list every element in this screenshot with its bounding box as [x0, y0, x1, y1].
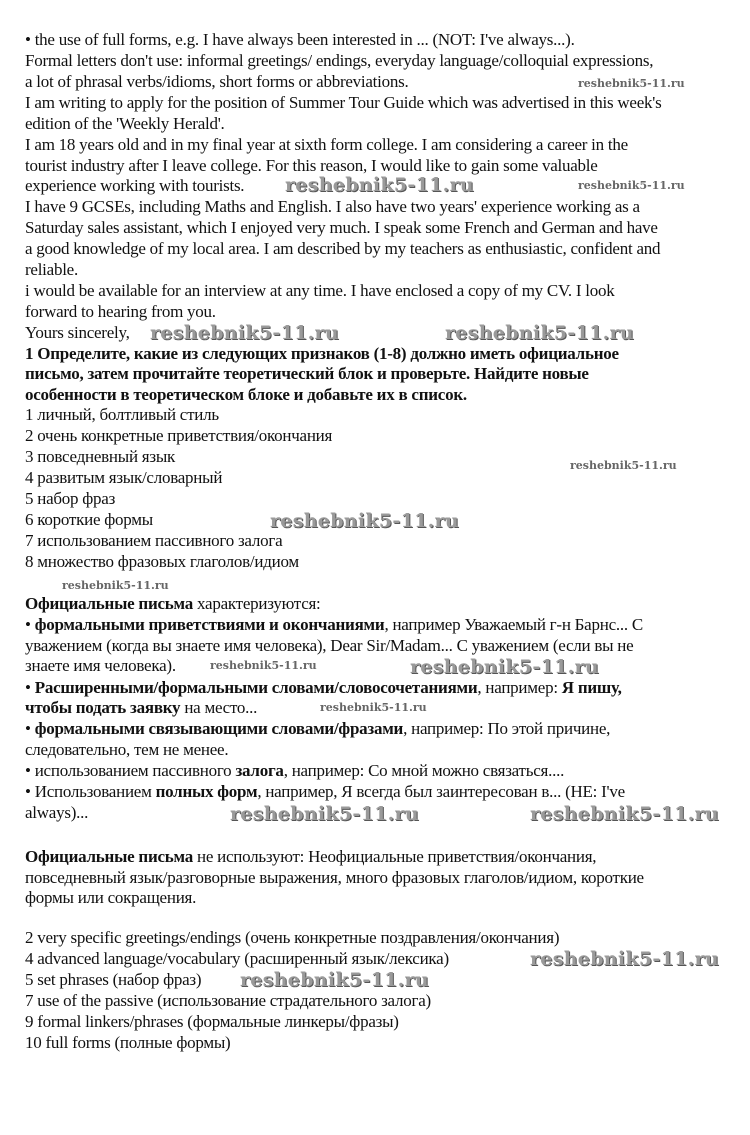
- watermark: reshebnik5-11.ru: [530, 803, 719, 825]
- text-line: [25, 30, 575, 50]
- text-line: [25, 552, 299, 572]
- text: , например: По этой причине,: [403, 719, 611, 738]
- text: Saturday sales assistant, which I enjoyed very much. I speak some French and German and have: [25, 218, 658, 237]
- text-line: [25, 698, 257, 718]
- text-line: [25, 970, 201, 990]
- text-line: [25, 636, 633, 656]
- text-line: [25, 323, 130, 343]
- text: 7 использованием пассивного залога: [25, 531, 283, 550]
- text: характеризуются:: [193, 594, 321, 613]
- bold-text: полных форм: [155, 782, 258, 801]
- bold-text: 1 Определите, какие из следующих признаков (1-8) должно иметь официальное: [25, 344, 619, 363]
- watermark: reshebnik5-11.ru: [285, 174, 474, 196]
- text: I am writing to apply for the position of Summer Tour Guide which was advertised in this week's: [25, 93, 662, 112]
- text: • использованием пассивного: [25, 761, 236, 780]
- text: формы или сокращения.: [25, 888, 197, 907]
- text: forward to hearing from you.: [25, 302, 216, 321]
- text-line: [25, 531, 282, 551]
- text: 9 formal linkers/phrases (формальные линкеры/фразы): [25, 1012, 399, 1031]
- text: reliable.: [25, 260, 78, 279]
- bold-text: особенности в теоретическом блоке и добавьте их в список.: [25, 385, 467, 404]
- text: , например: Со мной можно связаться....: [283, 761, 565, 780]
- bold-text: формальными связывающими словами/фразами: [34, 719, 404, 738]
- watermark: reshebnik5-11.ru: [320, 701, 427, 714]
- text-line: [25, 928, 559, 948]
- text: •: [25, 719, 35, 738]
- text-line: [25, 93, 661, 113]
- text-line: [25, 761, 564, 781]
- bold-text: письмо, затем прочитайте теоретический блок и проверьте. Найдите новые: [25, 364, 589, 383]
- text-line: [25, 302, 216, 322]
- text-line: [25, 991, 431, 1011]
- watermark: reshebnik5-11.ru: [230, 803, 419, 825]
- text-line: [25, 719, 610, 739]
- watermark: reshebnik5-11.ru: [62, 579, 169, 592]
- text: i would be available for an interview at any time. I have enclosed a copy of my CV. I look: [25, 281, 615, 300]
- text: I have 9 GCSEs, including Maths and English. I also have two years' experience working as a: [25, 197, 640, 216]
- text: a good knowledge of my local area. I am described by my teachers as enthusiastic, confident and: [25, 239, 661, 258]
- text: следовательно, тем не менее.: [25, 740, 229, 759]
- text: always)...: [25, 803, 89, 822]
- watermark: reshebnik5-11.ru: [270, 510, 459, 532]
- text: 5 set phrases (набор фраз): [25, 970, 202, 989]
- text: 2 very specific greetings/endings (очень конкретные поздравления/окончания): [25, 928, 560, 947]
- text: , например Уважаемый г-н Барнс... С: [384, 615, 643, 634]
- text: Formal letters don't use: informal greetings/ endings, everyday language/colloquial expressions,: [25, 51, 654, 70]
- text-line: [25, 364, 589, 384]
- text: знаете имя человека).: [25, 656, 176, 675]
- text-line: [25, 1033, 230, 1053]
- text: I am 18 years old and in my final year at sixth form college. I am considering a career in the: [25, 135, 628, 154]
- text-line: [25, 615, 643, 635]
- text: на место...: [180, 698, 258, 717]
- watermark: reshebnik5-11.ru: [445, 322, 634, 344]
- text-line: [25, 656, 176, 676]
- text: 4 advanced language/vocabulary (расширенный язык/лексика): [25, 949, 449, 968]
- text: 7 use of the passive (использование страдательного залога): [25, 991, 431, 1010]
- text: tourist industry after I leave college. For this reason, I would like to gain some valuable: [25, 156, 598, 175]
- text: Yours sincerely,: [25, 323, 130, 342]
- text-line: [25, 949, 449, 969]
- bold-text: залога: [235, 761, 284, 780]
- text: experience working with tourists.: [25, 176, 245, 195]
- text: •: [25, 678, 35, 697]
- text: , например:: [477, 678, 562, 697]
- text: 3 повседневный язык: [25, 447, 176, 466]
- text: , например, Я всегда был заинтересован в... (НЕ: I've: [257, 782, 625, 801]
- text: 2 очень конкретные приветствия/окончания: [25, 426, 333, 445]
- text-line: [25, 156, 598, 176]
- text-line: [25, 489, 115, 509]
- watermark: reshebnik5-11.ru: [570, 459, 677, 472]
- text: 6 короткие формы: [25, 510, 153, 529]
- text: • the use of full forms, e.g. I have always been interested in ... (NOT: I've always...).: [25, 30, 575, 49]
- text-line: [25, 868, 644, 888]
- text: edition of the 'Weekly Herald'.: [25, 114, 225, 133]
- text-line: [25, 426, 332, 446]
- text: • Использованием: [25, 782, 156, 801]
- text: 1 личный, болтливый стиль: [25, 405, 219, 424]
- text-line: [25, 197, 640, 217]
- watermark: reshebnik5-11.ru: [240, 969, 429, 991]
- text: не используют: Неофициальные приветствия/окончания,: [193, 847, 597, 866]
- text-line: [25, 114, 225, 134]
- text-line: [25, 447, 175, 467]
- bold-text: Я пишу,: [561, 678, 622, 697]
- bold-text: Официальные письма: [25, 847, 193, 866]
- text-line: [25, 135, 628, 155]
- watermark: reshebnik5-11.ru: [530, 948, 719, 970]
- bold-text: чтобы подать заявку: [25, 698, 181, 717]
- bold-text: Расширенными/формальными словами/словосочетаниями: [34, 678, 478, 697]
- watermark: reshebnik5-11.ru: [578, 179, 685, 192]
- text-line: [25, 281, 614, 301]
- text: a lot of phrasal verbs/idioms, short forms or abbreviations.: [25, 72, 409, 91]
- text-line: [25, 260, 78, 280]
- text: повседневный язык/разговорные выражения, много фразовых глаголов/идиом, короткие: [25, 868, 644, 887]
- text: уважением (когда вы знаете имя человека), Dear Sir/Madam... С уважением (если вы не: [25, 636, 634, 655]
- text-line: [25, 344, 619, 364]
- watermark: reshebnik5-11.ru: [578, 77, 685, 90]
- watermark: reshebnik5-11.ru: [410, 656, 599, 678]
- text-line: [25, 176, 244, 196]
- text-line: [25, 510, 153, 530]
- text: 8 множество фразовых глаголов/идиом: [25, 552, 299, 571]
- text: •: [25, 615, 35, 634]
- watermark: reshebnik5-11.ru: [150, 322, 339, 344]
- text: 4 развитым язык/словарный: [25, 468, 223, 487]
- text: 10 full forms (полные формы): [25, 1033, 231, 1052]
- text-line: [25, 782, 625, 802]
- text-line: [25, 51, 653, 71]
- bold-text: формальными приветствиями и окончаниями: [34, 615, 385, 634]
- text-line: [25, 678, 622, 698]
- text-line: [25, 888, 196, 908]
- bold-text: Официальные письма: [25, 594, 193, 613]
- text-line: [25, 740, 228, 760]
- text-line: [25, 468, 222, 488]
- text-line: [25, 218, 658, 238]
- watermark: reshebnik5-11.ru: [210, 659, 317, 672]
- text-line: [25, 385, 467, 405]
- text: 5 набор фраз: [25, 489, 116, 508]
- text-line: [25, 239, 660, 259]
- text-line: [25, 72, 408, 92]
- text-line: [25, 405, 219, 425]
- text-line: [25, 803, 88, 823]
- text-line: [25, 847, 596, 867]
- text-line: [25, 1012, 399, 1032]
- text-line: [25, 594, 321, 614]
